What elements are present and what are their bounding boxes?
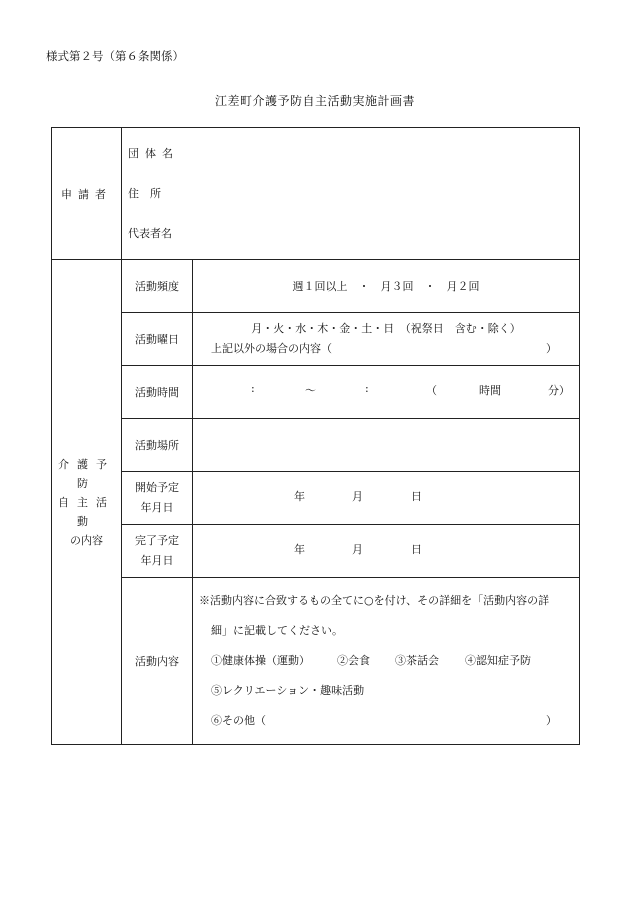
weekdays-cell <box>193 313 580 366</box>
time-tilde: 〜 <box>305 384 316 397</box>
frequency-options[interactable]: 週１回以上 ・ 月３回 ・ 月２回 <box>193 260 580 313</box>
duration-open-paren: （ <box>426 384 437 397</box>
content-row <box>52 578 580 745</box>
place-label: 活動場所 <box>122 419 193 472</box>
option-other-prefix: ⑥その他（ <box>211 714 266 727</box>
applicant-fields <box>122 128 580 260</box>
form-number: 様式第２号（第６条関係） <box>46 49 184 63</box>
end-month: 月 <box>352 543 363 556</box>
weekdays-label: 活動曜日 <box>122 313 193 366</box>
place-field[interactable] <box>193 419 580 472</box>
content-cell <box>193 578 580 745</box>
option-recreation[interactable]: ⑤レクリエーション・趣味活動 <box>211 684 365 697</box>
group-name-field[interactable]: 団体名 <box>128 146 179 160</box>
option-dementia-prevention[interactable]: ④認知症予防 <box>465 654 531 667</box>
content-label: 活動内容 <box>122 578 193 745</box>
option-health-exercise[interactable]: ①健康体操（運動） <box>211 654 310 667</box>
end-date-label: 完了予定 年月日 <box>122 525 193 578</box>
plan-form-table <box>51 127 580 745</box>
content-instruction-line2: 細」に記載してください。 <box>211 624 343 637</box>
document-title: 江差町介護予防自主活動実施計画書 <box>214 94 415 108</box>
end-day: 日 <box>411 543 422 556</box>
applicant-label: 申請者 <box>52 128 122 260</box>
start-year: 年 <box>294 490 305 503</box>
time-cell[interactable] <box>193 366 580 419</box>
applicant-row <box>52 128 580 260</box>
end-date-row <box>52 525 580 578</box>
weekdays-row <box>52 313 580 366</box>
frequency-label: 活動頻度 <box>122 260 193 313</box>
start-date-row <box>52 472 580 525</box>
representative-name-field[interactable]: 代表者名 <box>128 226 172 240</box>
time-label: 活動時間 <box>122 366 193 419</box>
option-other-suffix: ） <box>546 714 557 727</box>
content-options-row1 <box>199 646 571 676</box>
weekdays-other-suffix: ） <box>546 342 557 355</box>
option-tea-party[interactable]: ③茶話会 <box>395 654 439 667</box>
time-row <box>52 366 580 419</box>
option-other[interactable] <box>199 706 571 736</box>
weekdays-options[interactable]: 月・火・水・木・金・土・日 （祝祭日 含む・除く） <box>251 322 521 335</box>
option-meal[interactable]: ②会食 <box>337 654 370 667</box>
start-date-field[interactable] <box>193 472 580 525</box>
time-start-colon: : <box>251 382 255 395</box>
time-end-colon: : <box>365 382 369 395</box>
content-instruction-line1: ※活動内容に合致するもの全てに○を付け、その詳細を「活動内容の詳 <box>199 594 550 607</box>
start-day: 日 <box>411 490 422 503</box>
duration-minutes: 分） <box>548 384 570 397</box>
end-year: 年 <box>294 543 305 556</box>
duration-hours: 時間 <box>479 384 501 397</box>
start-date-label: 開始予定 年月日 <box>122 472 193 525</box>
weekdays-other[interactable] <box>193 339 579 359</box>
start-month: 月 <box>352 490 363 503</box>
address-field[interactable]: 住 所 <box>128 186 161 200</box>
end-date-field[interactable] <box>193 525 580 578</box>
place-row <box>52 419 580 472</box>
frequency-row <box>52 260 580 313</box>
weekdays-other-prefix: 上記以外の場合の内容（ <box>211 342 332 355</box>
activity-group-label: 介護予防 自主活動 の内容 <box>52 260 122 745</box>
